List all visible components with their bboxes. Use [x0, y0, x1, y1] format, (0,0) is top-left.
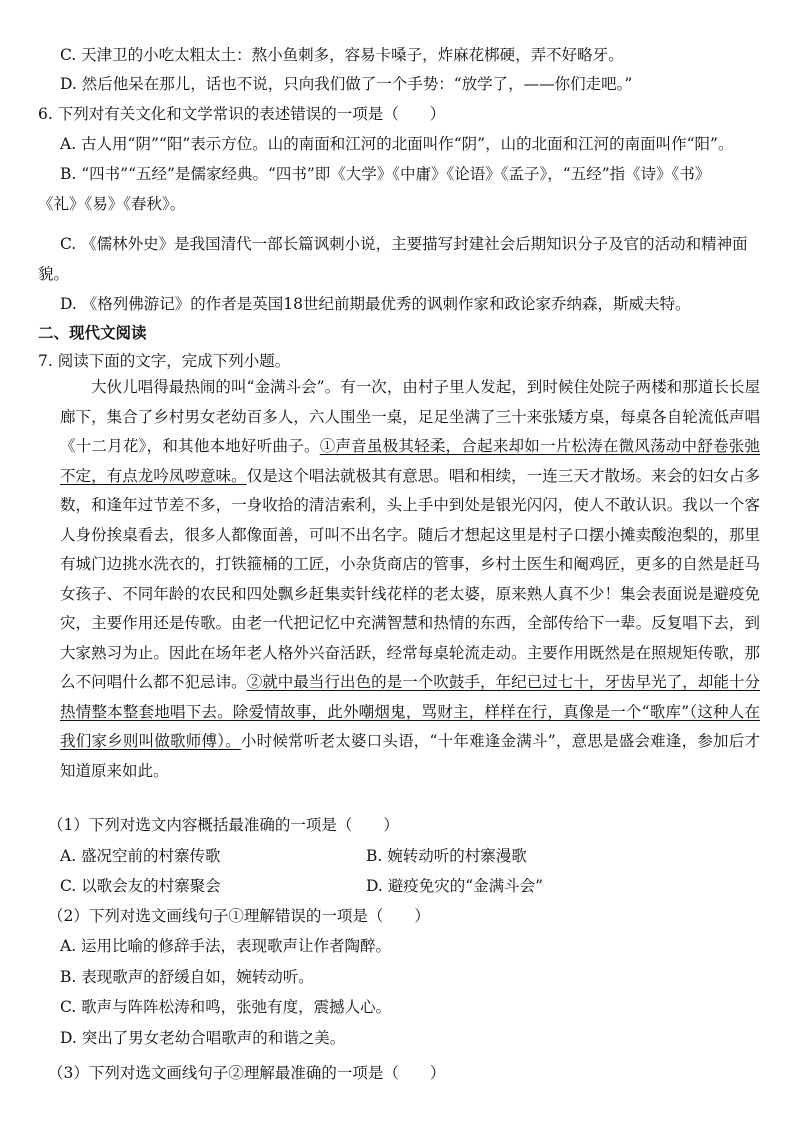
q5-option-c: C. 天津卫的小吃太粗太土：熬小鱼刺多，容易卡嗓子，炸麻花梆硬，弄不好略牙。 — [60, 46, 624, 64]
q6-option-b: B. “四书”“五经”是儒家经典。“四书”即《大学》《中庸》《论语》《孟子》，“五经”指《诗》《书》 — [60, 165, 711, 183]
passage-text-2: 仅是这个唱法就极其有意思。唱和相续，一连三天才散场。来会的妇女占多数，和逢年过节差不多，一身收拾的清洁索利，头上手中到处是银光闪闪，使人不敢认识。我以一个客人身份挨桌看去，很多人都像面善，可叫不出名字。随后才想起这里是村子口摆小摊卖酸泡梨的，那里有城门边挑水洗衣的，打铁箍桶的工匠，小杂货商店的管事，乡村土医生和阉鸡匠，更多的自然是赶马女孩子、不同年龄的农民和四处飘乡赶集卖针线花样的老太婆，原来熟人真不少！集会表面说是避疫免灾，主要作用还是传歌。由老一代把记忆中充满智慧和热情的东西，全部传给下一辈。反复唱下去，到大家熟习为止。因此在场年老人格外兴奋活跃，经常每桌轮流走动。主要作用既然是在照规矩传歌，那么不问唱什么都不犯忌讳。 — [60, 466, 760, 691]
passage-text-3: 小时候常听老太婆口头语，“十年难逢金满斗”，意思是盛会难逢，参加后才知道原来如此。 — [60, 732, 760, 780]
sub2-option-d: D. 突出了男女老幼合唱歌声的和谐之美。 — [60, 1029, 346, 1047]
section-title: 二、现代文阅读 — [38, 324, 147, 342]
q6-stem: 6. 下列对有关文化和文学常识的表述错误的一项是（ ） — [38, 105, 446, 123]
sub1-stem: （1）下列对选文内容概括最准确的一项是（ ） — [48, 816, 399, 834]
sub1-option-a: A. 盛况空前的村寨传歌 — [60, 847, 221, 865]
q6-option-d: D. 《格列佛游记》的作者是英国18世纪前期最优秀的讽刺作家和政论家乔纳森，斯威夫特。 — [60, 295, 691, 313]
sub2-stem: （2）下列对选文画线句子①理解错误的一项是（ ） — [48, 907, 430, 925]
reading-passage — [60, 373, 760, 786]
sub2-option-b: B. 表现歌声的舒缓自如，婉转动听。 — [60, 968, 314, 986]
underlined-sentence-2: ②就中最当行出色的是一个吹鼓手，年纪已过七十，牙齿早光了，却能十分热情整本整套地唱下去。除爱情故事，此外嘲烟鬼，骂财主，样样在行，真像是一个“歌库”（这种人在我们家乡则叫做歌师傅）。 — [60, 673, 760, 750]
sub3-stem: （3）下列对选文画线句子②理解最准确的一项是（ ） — [48, 1064, 446, 1082]
q7-stem: 7. 阅读下面的文字，完成下列小题。 — [38, 352, 291, 370]
passage-text-1: 大伙儿唱得最热闹的叫“金满斗会”。有一次，由村子里人发起，到时候住处院子两楼和那道长长屋廊下，集合了乡村男女老幼百多人，六人围坐一桌，足足坐满了三十来张矮方桌，每桌各自轮流低声唱《十二月花》，和其他本地好听曲子。 — [60, 378, 760, 455]
sub2-option-c: C. 歌声与阵阵松涛和鸣，张弛有度，震撼人心。 — [60, 998, 392, 1016]
sub1-option-b: B. 婉转动听的村寨漫歌 — [366, 847, 527, 865]
q6-option-c: C. 《儒林外史》是我国清代一部长篇讽刺小说，主要描写封建社会后期知识分子及官的活动和精神面 — [60, 235, 748, 253]
q6-option-b-cont: 《礼》《易》《春秋》。 — [38, 195, 186, 213]
sub2-option-a: A. 运用比喻的修辞手法，表现歌声让作者陶醉。 — [60, 937, 392, 955]
sub1-option-c: C. 以歌会友的村寨聚会 — [60, 877, 221, 895]
q5-option-d: D. 然后他呆在那儿，话也不说，只向我们做了一个手势：“放学了，——你们走吧。” — [60, 75, 633, 93]
q6-option-c-cont: 貌。 — [38, 265, 70, 283]
q6-option-a: A. 古人用“阴”“阳”表示方位。山的南面和江河的北面叫作“阴”，山的北面和江河的南面叫作“阳”。 — [60, 135, 734, 153]
sub1-option-d: D. 避疫免灾的“金满斗会” — [366, 877, 544, 895]
underlined-sentence-1: ①声音虽极其轻柔，合起来却如一片松涛在微风荡动中舒卷张弛不定，有点龙吟凤哕意味。 — [60, 437, 760, 485]
